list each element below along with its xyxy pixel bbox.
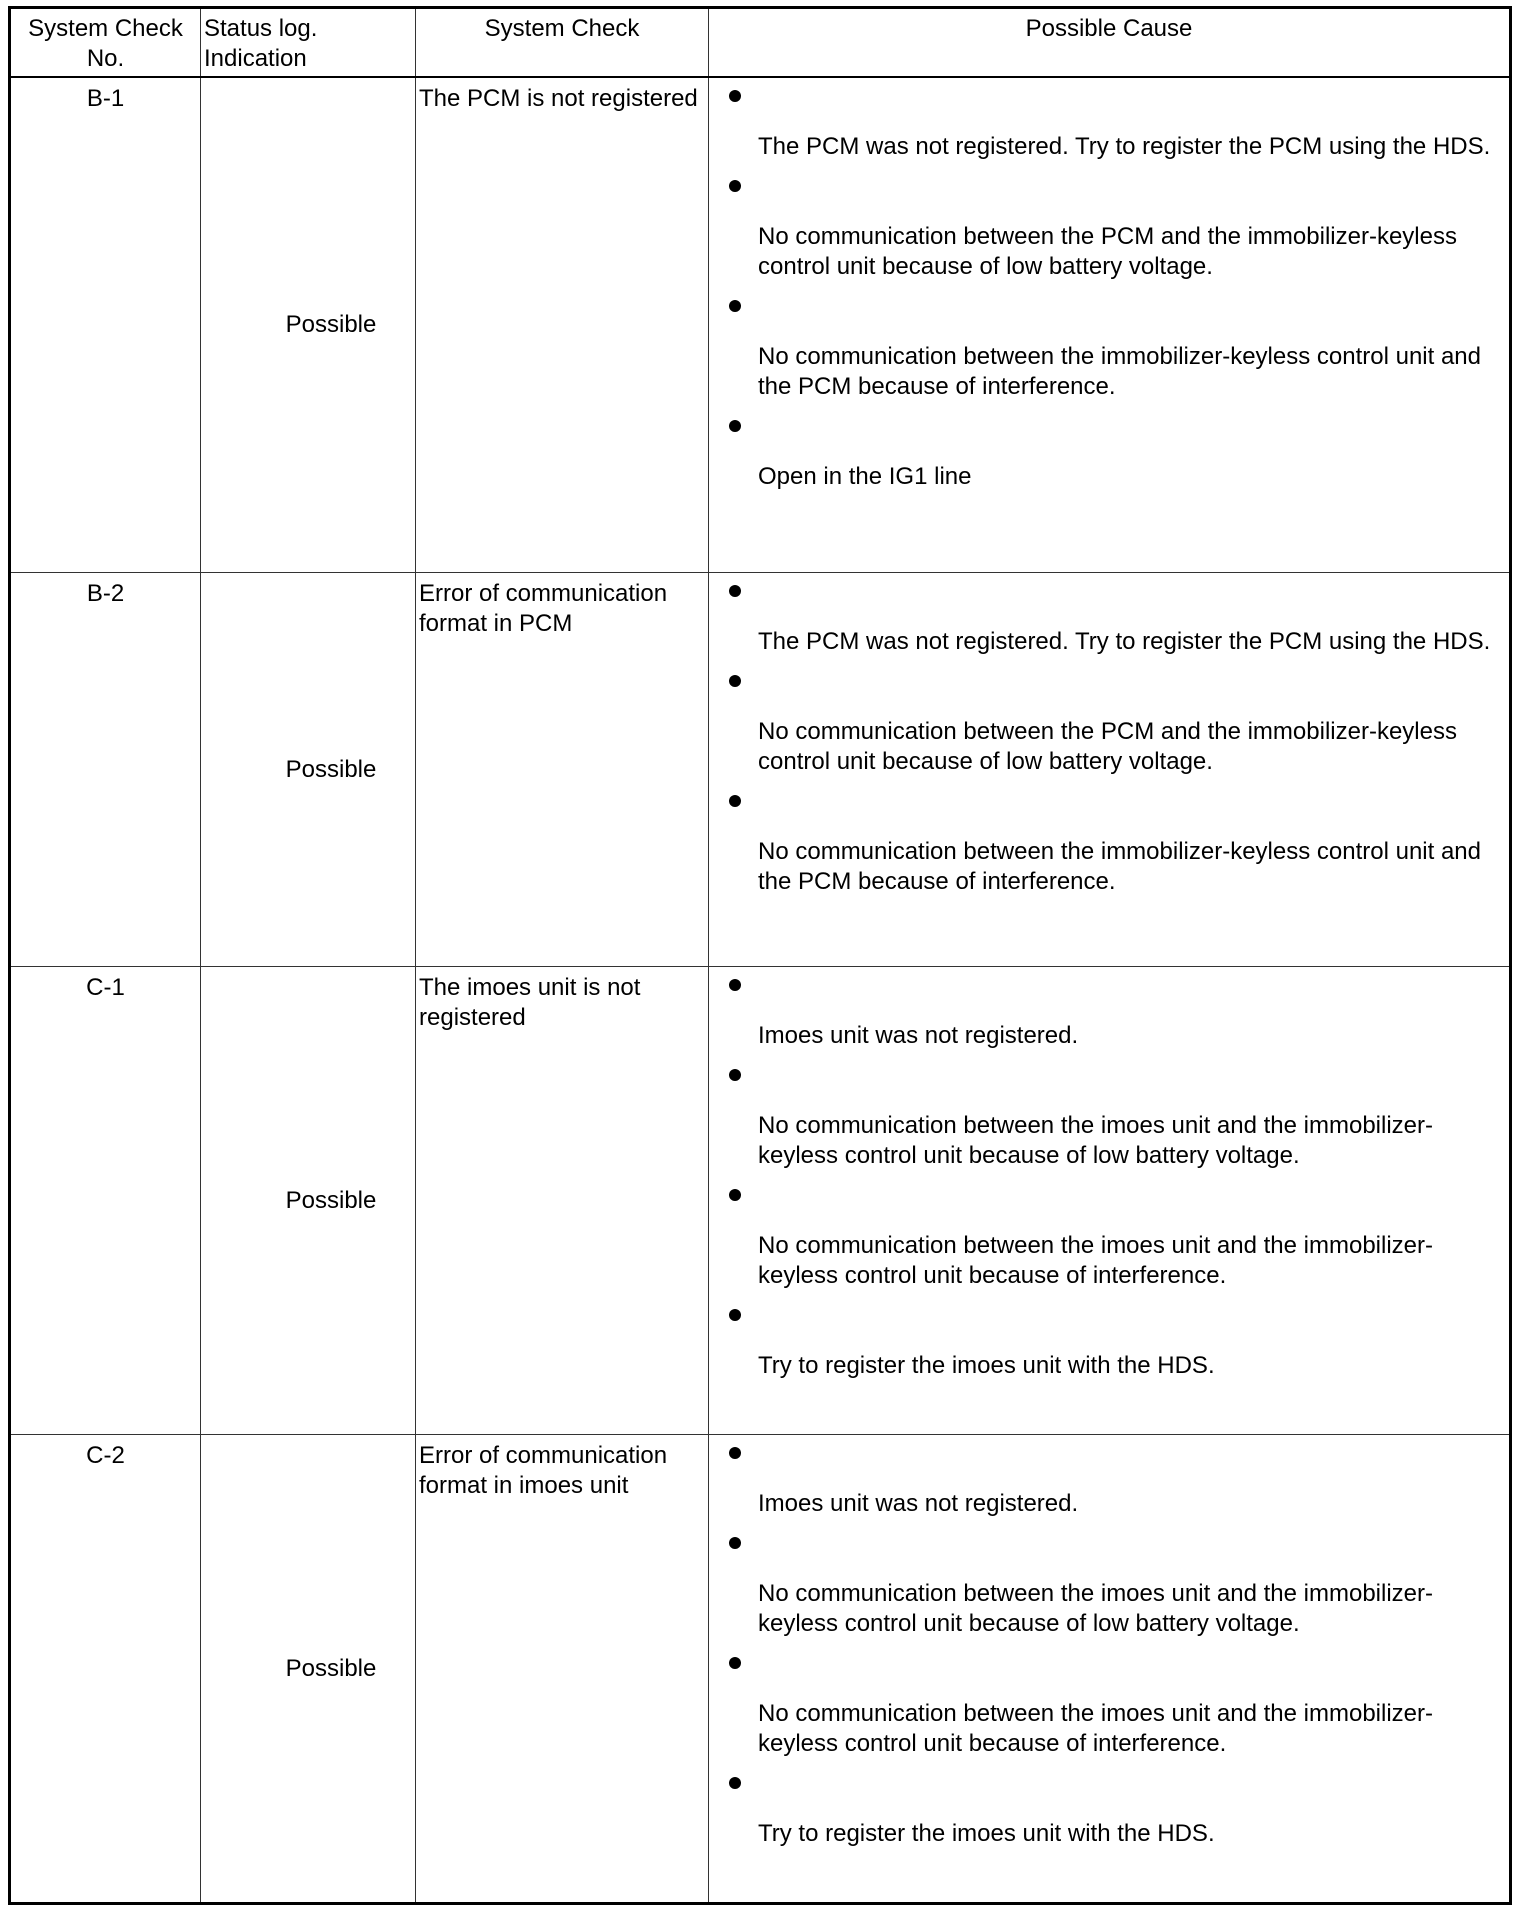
cause-item [729, 979, 1501, 1051]
header-row [10, 8, 1511, 78]
bullet-icon [729, 1309, 741, 1321]
system-check-no: C-2 [10, 1435, 201, 1904]
system-check-no: B-2 [10, 573, 201, 967]
system-check-no: B-1 [10, 77, 201, 573]
system-check-description: The imoes unit is not registered [416, 967, 709, 1435]
bullet-icon [729, 1189, 741, 1201]
cause-text: No communication between the PCM and the immobilizer-keyless control unit because of low battery voltage. [758, 223, 1457, 280]
cause-text: No communication between the imoes unit and the immobilizer-keyless control unit because of low battery voltage. [758, 1580, 1433, 1637]
bullet-icon [729, 979, 741, 991]
bullet-icon [729, 1657, 741, 1669]
cause-item [729, 300, 1501, 402]
cause-item [729, 1537, 1501, 1639]
system-check-description: Error of communication format in PCM [416, 573, 709, 967]
cause-item [729, 1447, 1501, 1519]
system-check-description: The PCM is not registered [416, 77, 709, 573]
table-body [10, 77, 1511, 1904]
system-check-no: C-1 [10, 967, 201, 1435]
bullet-icon [729, 180, 741, 192]
header-status-log: Status log. Indication [201, 8, 416, 78]
cause-text: No communication between the imoes unit and the immobilizer-keyless control unit because of interference. [758, 1232, 1433, 1289]
status-indication: Possible [201, 967, 416, 1435]
table-row [10, 573, 1511, 967]
cause-item [729, 1657, 1501, 1759]
bullet-icon [729, 1777, 741, 1789]
cause-text: No communication between the immobilizer-keyless control unit and the PCM because of interference. [758, 838, 1481, 895]
cause-item [729, 1069, 1501, 1171]
status-indication: Possible [201, 1435, 416, 1904]
cause-text: No communication between the immobilizer-keyless control unit and the PCM because of interference. [758, 343, 1481, 400]
cause-item [729, 675, 1501, 777]
bullet-icon [729, 1069, 741, 1081]
cause-item [729, 420, 1501, 492]
cause-item [729, 1309, 1501, 1381]
table-row [10, 967, 1511, 1435]
cause-text: No communication between the PCM and the immobilizer-keyless control unit because of low battery voltage. [758, 718, 1457, 775]
cause-text: Open in the IG1 line [758, 463, 972, 490]
header-system-check-no: System Check No. [10, 8, 201, 78]
possible-cause-cell [709, 1435, 1511, 1904]
cause-text: The PCM was not registered. Try to register the PCM using the HDS. [758, 133, 1491, 160]
possible-cause-cell [709, 77, 1511, 573]
bullet-icon [729, 1447, 741, 1459]
header-possible-cause: Possible Cause [709, 8, 1511, 78]
cause-text: Imoes unit was not registered. [758, 1022, 1079, 1049]
cause-text: No communication between the imoes unit and the immobilizer-keyless control unit because of interference. [758, 1700, 1433, 1757]
bullet-icon [729, 795, 741, 807]
cause-item [729, 90, 1501, 162]
bullet-icon [729, 585, 741, 597]
table-header [10, 8, 1511, 78]
cause-text: Try to register the imoes unit with the HDS. [758, 1820, 1215, 1847]
bullet-icon [729, 675, 741, 687]
system-check-description: Error of communication format in imoes unit [416, 1435, 709, 1904]
possible-cause-cell [709, 967, 1511, 1435]
status-indication: Possible [201, 77, 416, 573]
cause-text: Try to register the imoes unit with the HDS. [758, 1352, 1215, 1379]
possible-cause-cell [709, 573, 1511, 967]
cause-item [729, 585, 1501, 657]
status-indication: Possible [201, 573, 416, 967]
cause-item [729, 1189, 1501, 1291]
cause-text: No communication between the imoes unit and the immobilizer-keyless control unit because of low battery voltage. [758, 1112, 1433, 1169]
diagnostic-table [8, 6, 1512, 1905]
cause-item [729, 180, 1501, 282]
cause-item [729, 795, 1501, 897]
cause-text: Imoes unit was not registered. [758, 1490, 1079, 1517]
cause-item [729, 1777, 1501, 1849]
table-row [10, 77, 1511, 573]
cause-text: The PCM was not registered. Try to register the PCM using the HDS. [758, 628, 1491, 655]
bullet-icon [729, 1537, 741, 1549]
bullet-icon [729, 420, 741, 432]
table-row [10, 1435, 1511, 1904]
bullet-icon [729, 300, 741, 312]
bullet-icon [729, 90, 741, 102]
header-system-check: System Check [416, 8, 709, 78]
